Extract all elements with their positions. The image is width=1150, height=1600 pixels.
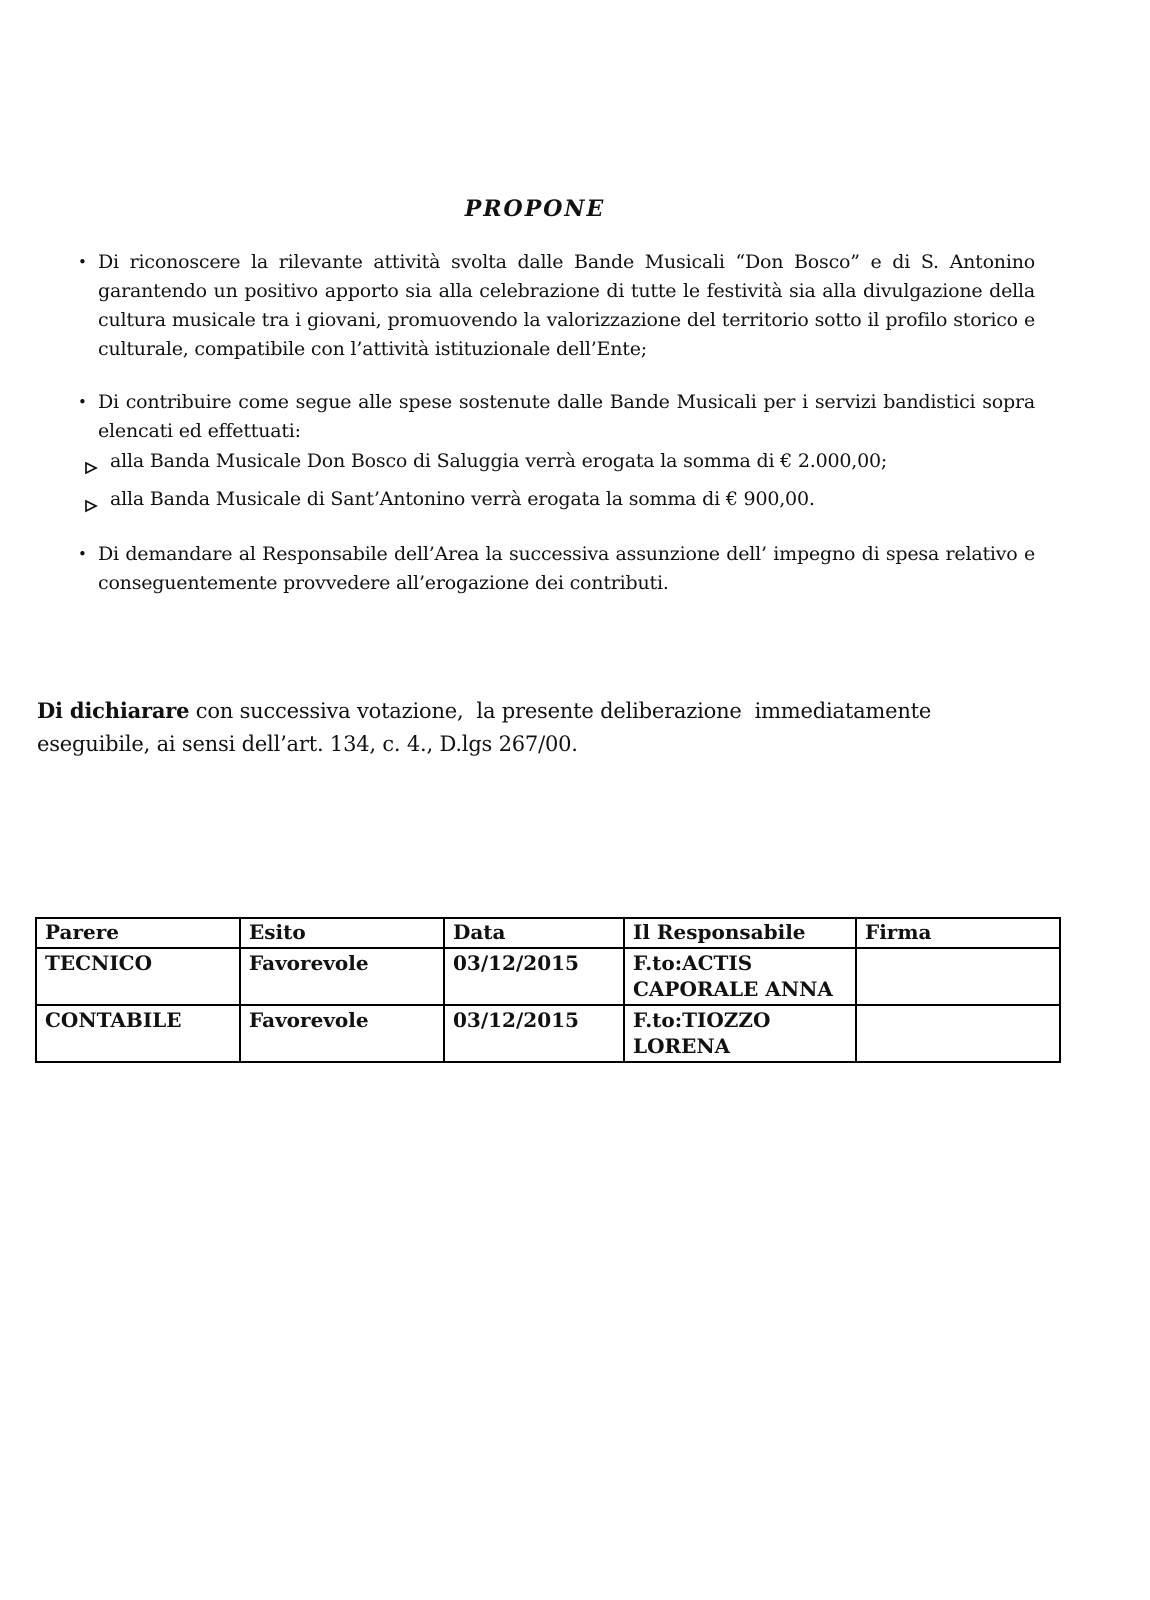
declaration-rest: con successiva votazione, la presente deliberazione immediatamente eseguibile, ai sensi dell’art. 134, c. 4., D.lgs 267/00. [37, 699, 938, 756]
cell-data: 03/12/2015 [444, 1005, 624, 1062]
cell-parere: TECNICO [36, 948, 240, 1005]
bullet-item-3 [78, 540, 1035, 598]
header-cell-parere: Parere [36, 918, 240, 948]
bullet-item-2 [78, 388, 1035, 446]
document-title: PROPONE [464, 196, 606, 222]
bullet-dot-icon: • [78, 545, 87, 563]
bullet-text-1: Di riconoscere la rilevante attività svolta dalle Bande Musicali “Don Bosco” e di S. Antonino garantendo un positivo apporto sia alla celebrazione di tutte le festività sia alla divulgazione della cultura musicale tra i giovani, promuovendo la valorizzazione del territorio sotto il profilo storico e culturale, compatibile con l’attività istituzionale dell’Ente; [98, 251, 1035, 360]
bullet-dot-icon: • [78, 253, 87, 271]
table-row-contabile [36, 1005, 1060, 1062]
cell-esito: Favorevole [240, 948, 444, 1005]
cell-parere: CONTABILE [36, 1005, 240, 1062]
cell-responsabile: F.to:TIOZZO LORENA [624, 1005, 856, 1062]
arrow-right-icon [84, 484, 110, 522]
bullet-dot-icon: • [78, 393, 87, 411]
cell-firma [856, 1005, 1060, 1062]
spacer [0, 522, 1150, 540]
header-cell-esito: Esito [240, 918, 444, 948]
declaration-paragraph [37, 694, 1010, 761]
opinions-table [35, 917, 1061, 1063]
header-cell-responsabile: Il Responsabile [624, 918, 856, 948]
declaration-lead: Di dichiarare [37, 698, 190, 723]
cell-firma [856, 948, 1060, 1005]
table-row-tecnico [36, 948, 1060, 1005]
header-cell-firma: Firma [856, 918, 1060, 948]
cell-data: 03/12/2015 [444, 948, 624, 1005]
cell-esito: Favorevole [240, 1005, 444, 1062]
sub-bullet-item-2 [84, 484, 1090, 522]
header-cell-data: Data [444, 918, 624, 948]
sub-bullet-text-1: alla Banda Musicale Don Bosco di Saluggia verrà erogata la somma di € 2.000,00; [110, 450, 888, 472]
sub-bullet-text-2: alla Banda Musicale di Sant’Antonino verrà erogata la somma di € 900,00. [110, 488, 815, 510]
arrow-right-icon [84, 446, 110, 484]
bullet-text-2: Di contribuire come segue alle spese sostenute dalle Bande Musicali per i servizi bandistici sopra elencati ed effettuati: [98, 391, 1035, 442]
table-header-row [36, 918, 1060, 948]
sub-bullet-item-1 [84, 446, 1090, 484]
spacer [0, 364, 1150, 388]
bullet-item-1 [78, 248, 1035, 364]
bullet-text-3: Di demandare al Responsabile dell’Area la successiva assunzione dell’ impegno di spesa relativo e conseguentemente provvedere all’erogazione dei contributi. [98, 543, 1035, 594]
cell-responsabile: F.to:ACTIS CAPORALE ANNA [624, 948, 856, 1005]
